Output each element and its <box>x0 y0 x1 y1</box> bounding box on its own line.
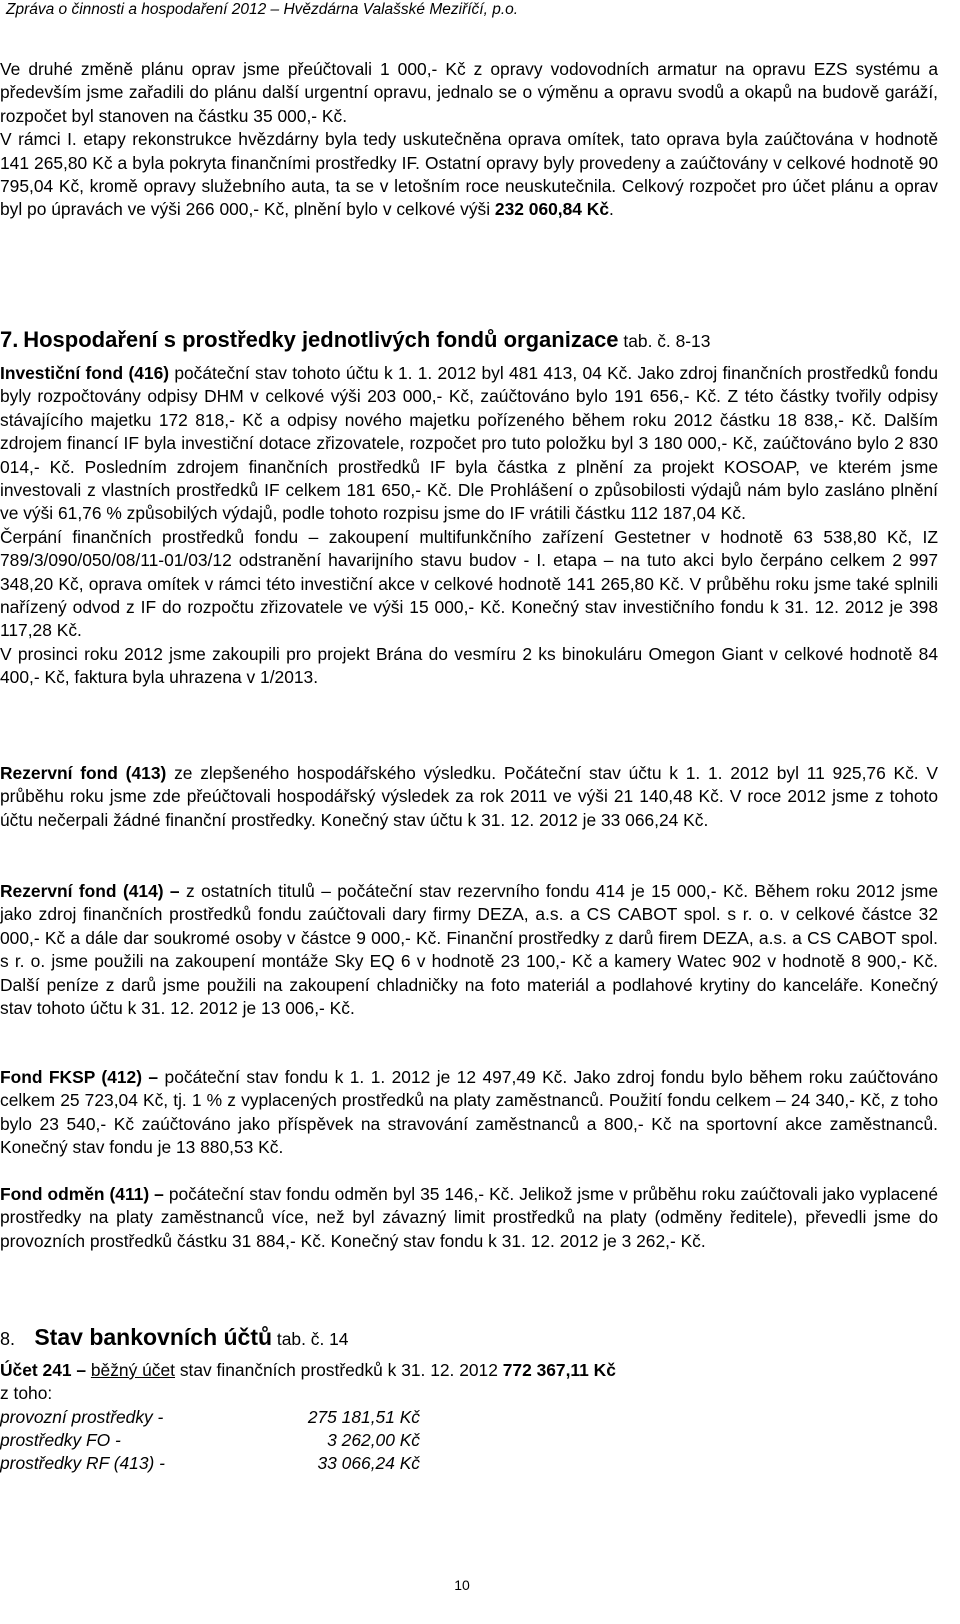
rezervni-413-text: ze zlepšeného hospodářského výsledku. Počáteční stav účtu k 1. 1. 2012 byl 11 925,76 Kč. V průběhu roku jsme zde přeúčtovali hospodářský výsledek za rok 2011 ve výši 21 140,48 Kč. V roce 2012 jsme z tohoto účtu nečerpali žádné finanční prostředky. Konečný stav účtu k 31. 12. 2012 je 33 066,24 Kč. <box>0 763 938 830</box>
intro-section <box>0 58 938 222</box>
rezervni-414-paragraph <box>0 880 938 1020</box>
section-8-number: 8. <box>0 1329 16 1349</box>
ucet-241-ztoho: z toho: <box>0 1383 53 1404</box>
section-7-number: 7. <box>0 327 19 352</box>
ucet-row-value: 275 181,51 Kč <box>307 1407 420 1427</box>
investicni-paragraph-1-text: počáteční stav tohoto účtu k 1. 1. 2012 byl 481 413, 04 Kč. Jako zdroj finančních prostředků fondu byly rozpočtovány odpisy DHM v celkové výši 203 000,- Kč, zaúčtováno bylo 191 656,- Kč. Z této částky tvořily odpisy stávajícího majetku 172 818,- Kč a odpisy nového majetku pořízeného během roku 2012 částku 18 838,- Kč. Dalším zdrojem financí IF byla investiční dotace zřizovatele, rozpočet pro tuto položku byl 3 180 000,- Kč, zaúčtováno bylo 2 830 014,- Kč. Posledním zdrojem finančních prostředků IF byla částka z plnění za projekt KOSOAP, ve kterém jsme investovali z vlastních prostředků IF celkem 181 650,- Kč. Dle Prohlášení o způsobilosti výdajů nám bylo zasláno plnění ve výši 61,76 % způsobilých výdajů, podle tohoto rozpisu jsme do IF vrátili částku 112 187,04 Kč. <box>0 363 938 524</box>
ucet-row-value: 3 262,00 Kč <box>327 1430 420 1450</box>
ucet-241-line <box>0 1359 938 1382</box>
fksp-paragraph <box>0 1066 938 1160</box>
ucet-row <box>0 1452 420 1475</box>
ucet-row <box>0 1406 420 1429</box>
page-number: 10 <box>454 1577 470 1593</box>
ucet-row <box>0 1429 420 1452</box>
ucet-241-type: běžný účet <box>90 1360 175 1380</box>
section-7-ref: tab. č. 8-13 <box>623 331 711 351</box>
investicni-fond-section <box>0 362 938 690</box>
section-7-title: Hospodaření s prostředky jednotlivých fondů organizace <box>23 327 619 352</box>
rezervni-fond-413-section <box>0 762 938 832</box>
rezervni-414-text: z ostatních titulů – počáteční stav rezervního fondu 414 je 15 000,- Kč. Během roku 2012 jsme jako zdroj finančních prostředků fondu zaúčtovali dary firmy DEZA, a.s. a CS CABOT spol. s r. o. v celkové částce 32 000,- Kč a dále dar soukromé osoby v částce 9 000,- Kč. Finanční prostředky z darů firem DEZA, a.s. a CS CABOT spol. s r. o. jsme použili na zakoupení montáže Sky EQ 6 v hodnotě 23 100,- Kč a kamery Watec 902 v hodnotě 8 900,- Kč. Další peníze z darů jsme použili na zakoupení chladničky na foto materiál a podlahové krytiny do kanceláře. Konečný stav tohoto účtu k 31. 12. 2012 je 13 006,- Kč. <box>0 881 938 1019</box>
ucet-241-middle: stav finančních prostředků k 31. 12. 2012 <box>175 1360 503 1380</box>
section-8-heading <box>0 1324 348 1351</box>
section-8-ref: tab. č. 14 <box>276 1329 349 1349</box>
rezervni-413-name: Rezervní fond (413) <box>0 763 167 783</box>
page-header: Zpráva o činnosti a hospodaření 2012 – Hvězdárna Valašské Meziříčí, p.o. <box>6 1 519 18</box>
intro-total-amount: 232 060,84 Kč <box>494 199 610 220</box>
investicni-paragraph-3: V prosinci roku 2012 jsme zakoupili pro projekt Brána do vesmíru 2 ks binokuláru Omegon Giant v celkové hodnotě 84 400,- Kč, faktura byla uhrazena v 1/2013. <box>0 643 938 688</box>
section-8-title: Stav bankovních účtů <box>34 1324 273 1350</box>
ucet-row-label: prostředky FO - <box>0 1430 121 1450</box>
intro-paragraph-2 <box>0 128 938 222</box>
rezervni-414-name: Rezervní fond (414) – <box>0 881 180 901</box>
ucet-241-label: Účet 241 – <box>0 1360 87 1380</box>
ucet-241-section <box>0 1359 938 1406</box>
rezervni-fond-414-section <box>0 880 938 1020</box>
section-7-heading <box>0 327 710 353</box>
odmen-text: počáteční stav fondu odměn byl 35 146,- Kč. Jelikož jsme v průběhu roku zaúčtovali jako vyplacené prostředky na platy zaměstnanců více, než byl závazný limit prostředků na platy (odměny ředitele), převedli jsme do provozních prostředků částku 31 884,- Kč. Konečný stav fondu k 31. 12. 2012 je 3 262,- Kč. <box>0 1184 938 1251</box>
ucet-row-label: provozní prostředky - <box>0 1407 164 1427</box>
investicni-paragraph-1 <box>0 362 938 526</box>
investicni-fond-name: Investiční fond (416) <box>0 363 170 383</box>
rezervni-413-paragraph <box>0 762 938 832</box>
odmen-name: Fond odměn (411) – <box>0 1184 164 1204</box>
intro-paragraph-1: Ve druhé změně plánu oprav jsme přeúčtovali 1 000,- Kč z opravy vodovodních armatur na opravu EZS systému a především jsme zařadili do plánu další urgentní opravu, jednalo se o výměnu a opravu svodů a okapů na budově garáží, rozpočet byl stanoven na částku 35 000,- Kč. <box>0 59 938 126</box>
investicni-paragraph-2: Čerpání finančních prostředků fondu – zakoupení multifunkčního zařízení Gestetner v hodnotě 63 538,80 Kč, IZ 789/3/090/050/08/11-01/03/12 odstranění havarijního stavu budov - I. etapa – na tuto akci bylo čerpáno celkem 2 997 348,20 Kč, oprava omítek v rámci této investiční akce v celkové hodnotě 141 265,80 Kč. V průběhu roku jsme také splnili nařízený odvod z IF do rozpočtu zřizovatele ve výši 15 000,- Kč. Konečný stav investičního fondu k 31. 12. 2012 je 398 117,28 Kč. <box>0 526 938 641</box>
fksp-text: počáteční stav fondu k 1. 1. 2012 je 12 497,49 Kč. Jako zdroj fondu bylo během roku zaúčtováno celkem 25 723,04 Kč, tj. 1 % z vyplacených prostředků na platy zaměstnanců. Použití fondu celkem – 24 340,- Kč, z toho bylo 23 540,- Kč zaúčtováno jako příspěvek na stravování zaměstnanců a 800,- Kč na sportovní akce zaměstnanců. Konečný stav fondu je 13 880,53 Kč. <box>0 1067 938 1158</box>
fksp-name-end: ) – <box>136 1067 159 1087</box>
ucet-241-amount: 772 367,11 Kč <box>502 1360 616 1380</box>
odmen-paragraph <box>0 1183 938 1253</box>
fksp-section <box>0 1066 938 1160</box>
fksp-name: Fond FKSP (412 <box>0 1067 137 1087</box>
fond-odmen-section <box>0 1183 938 1253</box>
intro-paragraph-2-text: V rámci I. etapy rekonstrukce hvězdárny byla tedy uskutečněna oprava omítek, tato oprava byla zaúčtována v hodnotě 141 265,80 Kč a byla pokryta finančními prostředky IF. Ostatní opravy byly provedeny a zaúčtovány v celkové hodnotě 90 795,04 Kč, kromě opravy služebního auta, ta se v letošním roce neuskutečnila. Celkový rozpočet pro účet plánu a oprav byl po úpravách ve výši 266 000,- Kč, plnění bylo v celkové výši <box>0 129 938 220</box>
intro-paragraph-2-end: . <box>609 199 614 220</box>
ucet-row-label: prostředky RF (413) - <box>0 1453 165 1473</box>
ucet-row-value: 33 066,24 Kč <box>317 1453 420 1473</box>
